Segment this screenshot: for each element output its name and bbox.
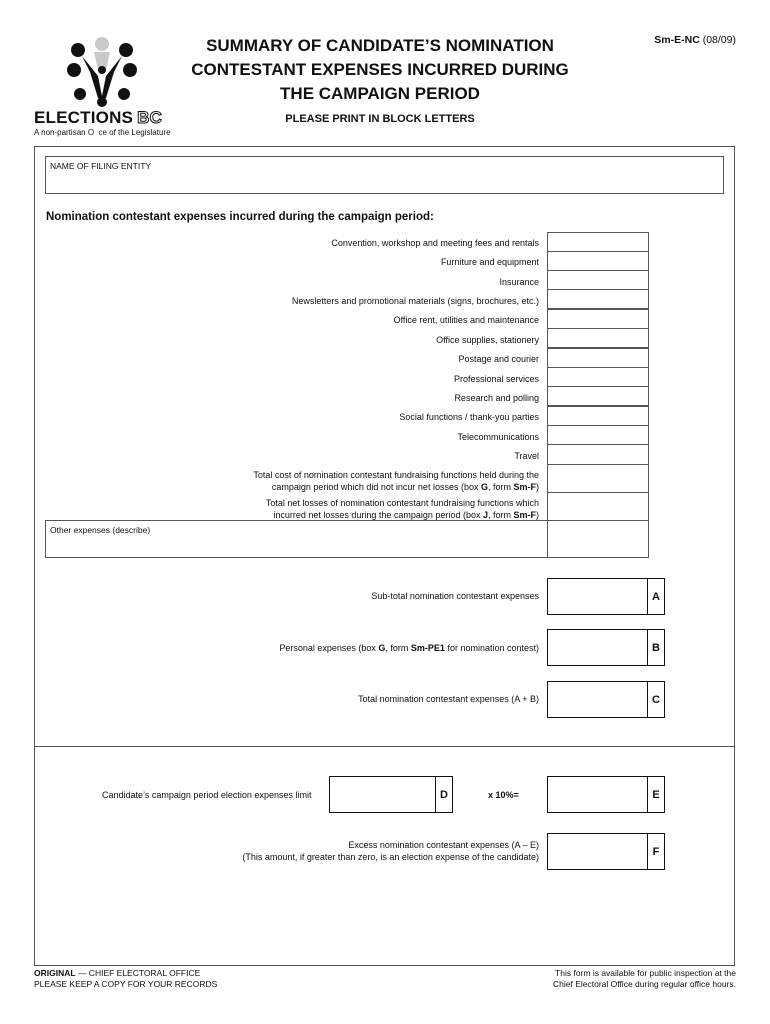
box-letter-f: F bbox=[647, 834, 664, 869]
expense-amount-cell[interactable] bbox=[547, 348, 649, 368]
expenses-limit-label: Candidate’s campaign period election expenses limit bbox=[102, 790, 312, 800]
expense-row-label: Furniture and equipment bbox=[440, 257, 539, 267]
expense-row-label: Office rent, utilities and maintenance bbox=[393, 315, 539, 325]
expense-row-label: Research and polling bbox=[454, 393, 539, 403]
subtotal-box-a[interactable] bbox=[547, 578, 665, 615]
expense-amount-cell[interactable] bbox=[547, 328, 649, 348]
expense-amount-cell[interactable] bbox=[547, 386, 649, 406]
form-title: SUMMARY OF CANDIDATE’S NOMINATION CONTESTANT EXPENSES INCURRED DURING THE CAMPAIGN PERIOD bbox=[191, 36, 569, 103]
box-letter-d: D bbox=[435, 777, 452, 812]
expense-row-label: Postage and courier bbox=[458, 354, 539, 364]
footer-original-note: ORIGINAL — CHIEF ELECTORAL OFFICE PLEASE KEEP A COPY FOR YOUR RECORDS bbox=[34, 968, 218, 989]
expense-amount-cell[interactable] bbox=[547, 425, 649, 445]
expense-row-label: Professional services bbox=[453, 374, 539, 384]
ten-percent-box-e[interactable] bbox=[547, 776, 665, 813]
filing-entity-field[interactable] bbox=[45, 156, 724, 194]
logo-tagline: A non-partisan O ce of the Legislature bbox=[34, 128, 171, 137]
expense-row-label: Insurance bbox=[499, 277, 539, 287]
box-letter-a: A bbox=[647, 579, 664, 614]
excess-expenses-label: Excess nomination contestant expenses (A – E) (This amount, if greater than zero, is an election expense of the candidate) bbox=[242, 840, 539, 862]
footer-public-note: This form is available for public inspection at the Chief Electoral Office during regular office hours. bbox=[552, 968, 736, 989]
other-expenses-label: Other expenses (describe) bbox=[50, 525, 151, 535]
fundraising-cost-label: Total cost of nomination contestant fundraising functions held during the campaign period which did not incur net losses (box G, form Sm-F) bbox=[253, 470, 539, 492]
expense-row-label: Telecommunications bbox=[457, 432, 539, 442]
multiplier-label: x 10%= bbox=[488, 790, 519, 800]
print-instruction: PLEASE PRINT IN BLOCK LETTERS bbox=[285, 113, 475, 125]
expense-row-label: Newsletters and promotional materials (signs, brochures, etc.) bbox=[291, 296, 539, 306]
elections-bc-logo-icon bbox=[64, 36, 140, 108]
expense-amount-cell[interactable] bbox=[547, 251, 649, 271]
fundraising-cost-amount-cell[interactable] bbox=[547, 464, 649, 493]
expense-amount-cell[interactable] bbox=[547, 270, 649, 290]
total-expenses-box-c[interactable] bbox=[547, 681, 665, 718]
personal-expenses-box-b[interactable] bbox=[547, 629, 665, 666]
personal-expenses-label: Personal expenses (box G, form Sm-PE1 for nomination contest) bbox=[279, 643, 539, 653]
expense-amount-cell[interactable] bbox=[547, 289, 649, 309]
expense-row-label: Office supplies, stationery bbox=[436, 335, 539, 345]
expenses-heading: Nomination contestant expenses incurred during the campaign period: bbox=[46, 211, 434, 223]
fundraising-losses-amount-cell[interactable] bbox=[547, 492, 649, 521]
expense-row-label: Social functions / thank-you parties bbox=[399, 412, 539, 422]
expense-amount-cell[interactable] bbox=[547, 309, 649, 329]
total-expenses-label: Total nomination contestant expenses (A + B) bbox=[358, 694, 539, 704]
expense-row-label: Travel bbox=[514, 451, 539, 461]
other-expenses-field[interactable] bbox=[45, 520, 547, 558]
logo-wordmark: ELECTIONS BC bbox=[34, 108, 163, 127]
fundraising-losses-label: Total net losses of nomination contestant fundraising functions which incurred net losses during the campaign period (box J, form Sm-F) bbox=[265, 498, 539, 520]
expense-amount-cell[interactable] bbox=[547, 444, 649, 465]
filing-entity-label: NAME OF FILING ENTITY bbox=[50, 161, 152, 171]
box-letter-b: B bbox=[647, 630, 664, 665]
subtotal-label: Sub-total nomination contestant expenses bbox=[371, 591, 539, 601]
section-divider bbox=[34, 746, 735, 747]
form-code: Sm-E-NC (08/09) bbox=[654, 34, 736, 46]
expense-amount-cell[interactable] bbox=[547, 232, 649, 252]
box-letter-c: C bbox=[647, 682, 664, 717]
expenses-limit-box-d[interactable] bbox=[329, 776, 453, 813]
other-expenses-amount-cell[interactable] bbox=[547, 520, 649, 558]
expense-amount-cell[interactable] bbox=[547, 406, 649, 426]
excess-expenses-box-f[interactable] bbox=[547, 833, 665, 870]
expense-row-label: Convention, workshop and meeting fees and rentals bbox=[331, 238, 539, 248]
expense-amount-cell[interactable] bbox=[547, 367, 649, 387]
box-letter-e: E bbox=[647, 777, 664, 812]
